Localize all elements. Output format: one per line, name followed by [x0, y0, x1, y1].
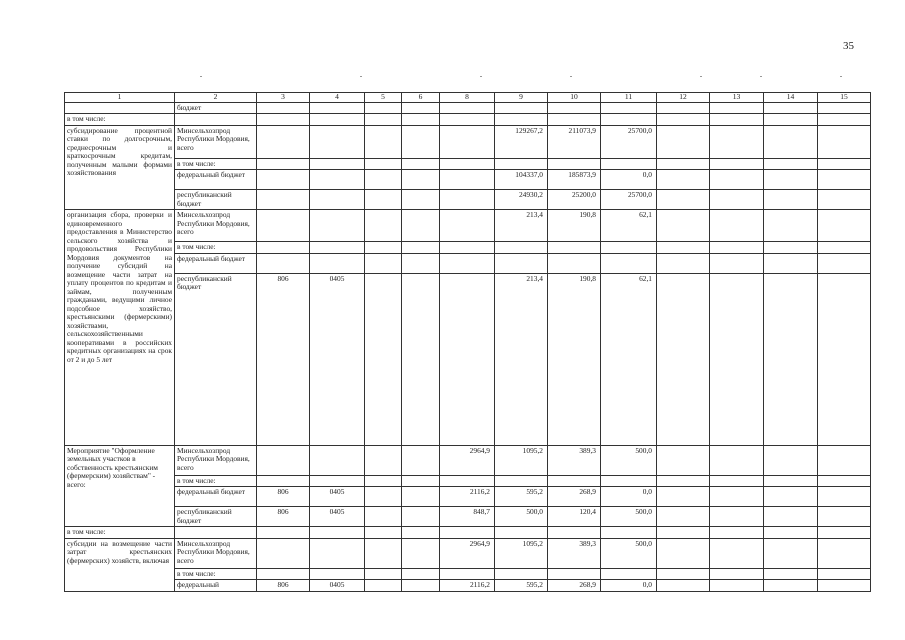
page-number: 35: [843, 40, 854, 52]
code-cell: [257, 125, 310, 158]
code-cell: [310, 445, 365, 475]
code-cell: [257, 253, 310, 273]
value-cell: 62,1: [601, 210, 657, 242]
value-cell: [440, 475, 495, 487]
source-cell: федеральный бюджет: [175, 170, 257, 190]
value-cell: [601, 158, 657, 170]
value-cell: [601, 475, 657, 487]
column-number: 8: [440, 93, 495, 103]
value-cell: [548, 242, 601, 254]
value-cell: [601, 527, 657, 539]
code-cell: [257, 114, 310, 126]
code-cell: [257, 158, 310, 170]
source-cell: [175, 527, 257, 539]
code-cell: [257, 445, 310, 475]
value-cell: [495, 242, 548, 254]
column-number: 6: [402, 93, 440, 103]
source-cell: республиканский бюджет: [175, 273, 257, 445]
value-cell: 0,0: [601, 487, 657, 507]
value-cell: 24930,2: [495, 190, 548, 210]
value-cell: 25700,0: [601, 190, 657, 210]
value-cell: [495, 253, 548, 273]
value-cell: 213,4: [495, 273, 548, 445]
value-cell: [495, 475, 548, 487]
value-cell: [495, 102, 548, 114]
source-cell: в том числе:: [175, 568, 257, 580]
value-cell: 500,0: [601, 538, 657, 568]
value-cell: [601, 114, 657, 126]
table-row: [65, 273, 871, 445]
value-cell: 213,4: [495, 210, 548, 242]
value-cell: [440, 114, 495, 126]
source-cell: [175, 114, 257, 126]
value-cell: [548, 102, 601, 114]
value-cell: [548, 253, 601, 273]
source-cell: Минсельхозпрод Республики Мордовия, всего: [175, 125, 257, 158]
value-cell: [548, 158, 601, 170]
value-cell: 500,0: [601, 445, 657, 475]
code-cell: [310, 568, 365, 580]
value-cell: [495, 568, 548, 580]
code-cell: 0405: [310, 580, 365, 592]
code-cell: 806: [257, 580, 310, 592]
source-cell: федеральный: [175, 580, 257, 592]
source-cell: в том числе:: [175, 158, 257, 170]
measure-cell: в том числе:: [65, 527, 175, 539]
code-cell: [310, 190, 365, 210]
table-row: [65, 527, 871, 539]
code-cell: [310, 527, 365, 539]
measure-cell: субсидирование процентной ставки по долгосрочным, среднесрочным и краткосрочным кредитам, полученным малыми формами хозяйствования: [65, 125, 175, 210]
value-cell: [601, 253, 657, 273]
table-row: [65, 475, 871, 487]
value-cell: 190,8: [548, 210, 601, 242]
source-cell: федеральный бюджет: [175, 253, 257, 273]
value-cell: [440, 242, 495, 254]
value-cell: 500,0: [601, 507, 657, 527]
value-cell: [601, 242, 657, 254]
value-cell: 211073,9: [548, 125, 601, 158]
value-cell: 190,8: [548, 273, 601, 445]
code-cell: [310, 170, 365, 190]
table-row: [65, 190, 871, 210]
value-cell: [495, 527, 548, 539]
code-cell: 0405: [310, 487, 365, 507]
value-cell: 389,3: [548, 538, 601, 568]
column-number: 1: [65, 93, 175, 103]
value-cell: [548, 568, 601, 580]
source-cell: в том числе:: [175, 475, 257, 487]
code-cell: [310, 158, 365, 170]
value-cell: 120,4: [548, 507, 601, 527]
code-cell: [257, 170, 310, 190]
column-number: 10: [548, 93, 601, 103]
table-row: [65, 158, 871, 170]
value-cell: [548, 475, 601, 487]
code-cell: [257, 568, 310, 580]
column-number-row: [65, 93, 871, 103]
source-cell: Минсельхозпрод Республики Мордовия, всего: [175, 210, 257, 242]
value-cell: [440, 210, 495, 242]
table-row: [65, 445, 871, 475]
value-cell: [440, 158, 495, 170]
value-cell: 848,7: [440, 507, 495, 527]
measure-cell: в том числе:: [65, 114, 175, 126]
scan-noise: [60, 76, 860, 80]
value-cell: 595,2: [495, 580, 548, 592]
value-cell: [601, 568, 657, 580]
value-cell: 2964,9: [440, 445, 495, 475]
source-cell: в том числе:: [175, 242, 257, 254]
value-cell: [548, 114, 601, 126]
value-cell: 185873,9: [548, 170, 601, 190]
table-row: [65, 170, 871, 190]
code-cell: 806: [257, 507, 310, 527]
value-cell: [548, 527, 601, 539]
value-cell: 268,9: [548, 580, 601, 592]
table-row: [65, 242, 871, 254]
code-cell: [310, 114, 365, 126]
value-cell: 104337,0: [495, 170, 548, 190]
code-cell: 806: [257, 487, 310, 507]
value-cell: [440, 527, 495, 539]
table-row: [65, 507, 871, 527]
value-cell: 2116,2: [440, 580, 495, 592]
code-cell: [257, 190, 310, 210]
source-cell: бюджет: [175, 102, 257, 114]
column-number: 13: [710, 93, 764, 103]
value-cell: [440, 170, 495, 190]
value-cell: [601, 102, 657, 114]
code-cell: [257, 475, 310, 487]
value-cell: 2116,2: [440, 487, 495, 507]
value-cell: [440, 273, 495, 445]
code-cell: [257, 527, 310, 539]
table-row: [65, 114, 871, 126]
table-row: [65, 102, 871, 114]
code-cell: [310, 475, 365, 487]
measure-cell: [65, 102, 175, 114]
source-cell: республиканский бюджет: [175, 190, 257, 210]
value-cell: 0,0: [601, 580, 657, 592]
value-cell: 500,0: [495, 507, 548, 527]
value-cell: 25200,0: [548, 190, 601, 210]
column-number: 3: [257, 93, 310, 103]
column-number: 15: [818, 93, 871, 103]
table-row: [65, 125, 871, 158]
code-cell: [257, 538, 310, 568]
value-cell: [440, 568, 495, 580]
table-row: [65, 568, 871, 580]
value-cell: [440, 253, 495, 273]
column-number: 9: [495, 93, 548, 103]
value-cell: [440, 125, 495, 158]
code-cell: 806: [257, 273, 310, 445]
code-cell: [257, 210, 310, 242]
column-number: 12: [657, 93, 710, 103]
value-cell: 268,9: [548, 487, 601, 507]
value-cell: [440, 190, 495, 210]
table-row: [65, 210, 871, 242]
value-cell: 389,3: [548, 445, 601, 475]
measure-cell: субсидии на возмещение части затрат крестьянских (фермерских) хозяйств, включая: [65, 538, 175, 591]
measure-cell: Мероприятие "Оформление земельных участков в собственность крестьянским (фермерским) хозяйствам" - всего:: [65, 445, 175, 527]
column-number: 14: [764, 93, 818, 103]
table-row: [65, 538, 871, 568]
value-cell: [440, 102, 495, 114]
value-cell: 62,1: [601, 273, 657, 445]
measure-cell: организация сбора, проверки и единовременного предоставления в Министерство сельского хозяйства и продовольствия Республики Мордовия документов на получение субсидий на возмещение части затрат на уплату процентов по кредитам и займам, полученным гражданами, ведущими личное подсобное хозяйство, крестьянскими (фермерскими) хозяйствами, сельскохозяйственными кооперативами в российских кредитных организациях на срок от 2 и до 5 лет: [65, 210, 175, 446]
column-number: 5: [365, 93, 402, 103]
column-number: 2: [175, 93, 257, 103]
source-cell: федеральный бюджет: [175, 487, 257, 507]
value-cell: 1095,2: [495, 538, 548, 568]
value-cell: 129267,2: [495, 125, 548, 158]
table-row: [65, 253, 871, 273]
value-cell: 2964,9: [440, 538, 495, 568]
budget-table: [64, 92, 871, 592]
code-cell: [310, 210, 365, 242]
code-cell: [257, 242, 310, 254]
code-cell: [310, 125, 365, 158]
code-cell: 0405: [310, 507, 365, 527]
code-cell: [310, 538, 365, 568]
column-number: 4: [310, 93, 365, 103]
code-cell: [257, 102, 310, 114]
table-row: [65, 580, 871, 592]
source-cell: Минсельхозпрод Республики Мордовия, всего: [175, 538, 257, 568]
value-cell: 595,2: [495, 487, 548, 507]
code-cell: 0405: [310, 273, 365, 445]
source-cell: Минсельхозпрод Республики Мордовия, всего: [175, 445, 257, 475]
code-cell: [310, 253, 365, 273]
value-cell: [495, 158, 548, 170]
code-cell: [310, 102, 365, 114]
value-cell: 25700,0: [601, 125, 657, 158]
table-row: [65, 487, 871, 507]
value-cell: [495, 114, 548, 126]
column-number: 11: [601, 93, 657, 103]
source-cell: республиканский бюджет: [175, 507, 257, 527]
value-cell: 0,0: [601, 170, 657, 190]
code-cell: [310, 242, 365, 254]
value-cell: 1095,2: [495, 445, 548, 475]
